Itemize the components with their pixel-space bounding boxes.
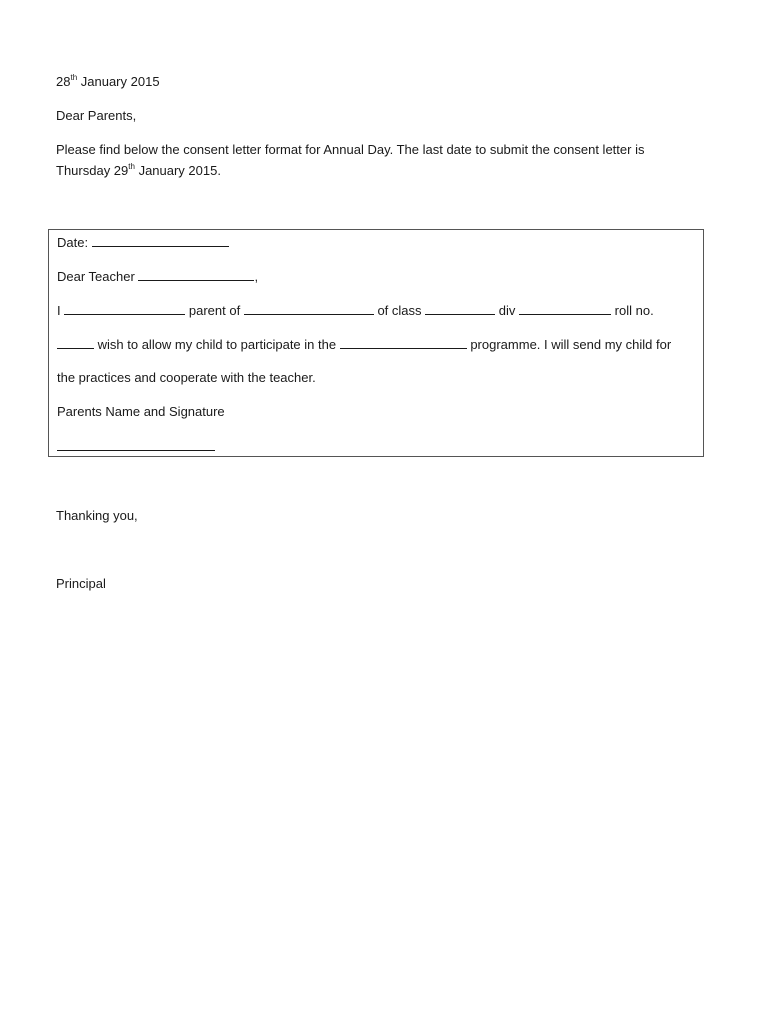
letter-closing: Thanking you, xyxy=(56,508,138,523)
letter-date: 28th January 2015 xyxy=(56,72,160,89)
teacher-name-field[interactable] xyxy=(138,268,254,281)
letter-signoff: Principal xyxy=(56,576,106,591)
div-field[interactable] xyxy=(519,302,611,315)
roll-no-field[interactable] xyxy=(57,336,94,349)
form-wish-row xyxy=(57,336,671,353)
programme-field[interactable] xyxy=(340,336,467,349)
letter-salutation: Dear Parents, xyxy=(56,108,137,123)
form-date-row xyxy=(57,234,229,251)
date-field[interactable] xyxy=(92,234,229,247)
form-practices-row: the practices and cooperate with the teacher. xyxy=(57,370,316,385)
signature-field[interactable] xyxy=(57,438,215,451)
of-class-label: of class xyxy=(377,303,422,318)
programme-text: programme. I will send my child for xyxy=(470,337,672,352)
parent-of-label: parent of xyxy=(188,303,241,318)
intro-line-2: Thursday 29th January 2015. xyxy=(56,161,221,178)
form-parent-row xyxy=(57,302,654,319)
date-label: Date: xyxy=(57,235,89,250)
div-label: div xyxy=(498,303,516,318)
parent-name-field[interactable] xyxy=(64,302,185,315)
consent-form-box xyxy=(48,229,704,457)
i-label: I xyxy=(57,303,61,318)
form-dear-teacher-row: Dear Teacher , xyxy=(57,269,259,284)
form-signature-row xyxy=(57,438,215,455)
intro-line-1: Please find below the consent letter format for Annual Day. The last date to submit the consent letter is xyxy=(56,142,645,157)
roll-no-label: roll no. xyxy=(614,303,654,318)
dear-teacher-label: Dear Teacher xyxy=(57,269,135,284)
wish-text: wish to allow my child to participate in the xyxy=(97,337,337,352)
child-name-field[interactable] xyxy=(244,302,374,315)
class-field[interactable] xyxy=(425,302,495,315)
signature-label: Parents Name and Signature xyxy=(57,404,225,419)
